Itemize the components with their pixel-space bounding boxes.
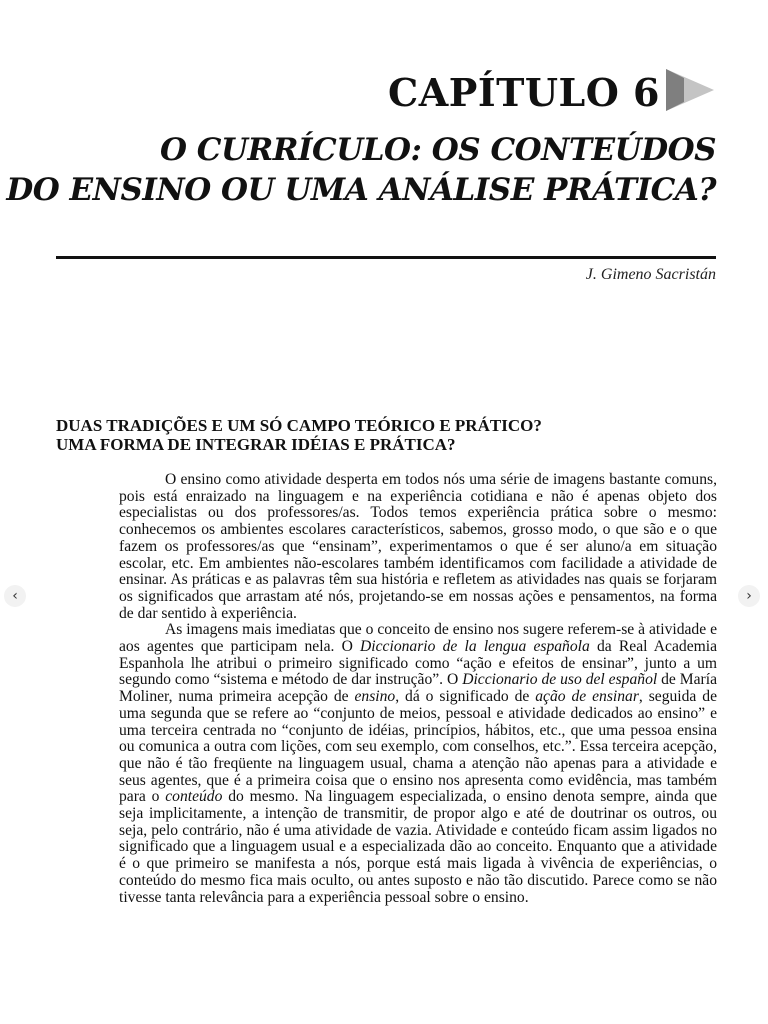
italic-text: Diccionario de uso del español: [462, 671, 658, 689]
paragraph: [119, 622, 717, 906]
text-run: As imagens mais imediatas que o conceito de ensino nos sugere referem-se à atividade e aos agentes que participam nela. O: [119, 621, 717, 656]
body-text: [119, 472, 717, 906]
section-heading-line-1: DUAS TRADIÇÕES E UM SÓ CAMPO TEÓRICO E PRÁTICO?: [56, 416, 542, 435]
author-name: J. Gimeno Sacristán: [585, 266, 716, 283]
italic-text: ensino: [354, 688, 396, 706]
italic-text: Diccionario de la lengua española: [360, 638, 590, 656]
triangle-arrow-icon: [664, 67, 716, 113]
next-page-button[interactable]: ›: [738, 585, 760, 607]
italic-text: ação de ensinar: [535, 688, 639, 706]
chapter-title-line-2: DO ENSINO OU UMA ANÁLISE PRÁTICA?: [6, 172, 716, 208]
section-heading-line-2: UMA FORMA DE INTEGRAR IDÉIAS E PRÁTICA?: [56, 435, 456, 454]
text-run: , seguida de uma segunda que se refere ao “conjunto de meios, pessoal e atividade dedicados ao ensino” e uma terceira centrada no “conjunto de idéias, princípios, hábitos, etc., que uma pessoa ensina ou comunica a outra com lições, com seu exemplo, com conselhos, etc.”. Essa terceira acepção, que não é tão freqüente na linguagem usual, chama a atenção não apenas para a atividade e seus agentes, que é a primeira coisa que o ensino nos apresenta como evidência, mas também para o: [119, 688, 717, 806]
paragraph: [119, 472, 717, 622]
section-heading: [56, 416, 716, 454]
chapter-title-line-1: O CURRÍCULO: OS CONTEÚDOS: [160, 132, 716, 168]
text-run: O ensino como atividade desperta em todos nós uma série de imagens bastante comuns, pois está enraizado na linguagem e na experiência cotidiana e não é apenas objeto dos especialistas ou dos professores/as. Todos temos experiência prática sobre o mesmo: conhecemos os ambientes escolares característicos, sabemos, grosso modo, o que são e o que fazem os professores/as que “ensinam”, experimentamos o que é ser aluno/a em situação escolar, etc. Em ambientes não-escolares também identificamos com facilidade a atividade de ensinar. As práticas e as palavras têm sua história e refletem as atividades nas quais se forjaram os significados que arrastam até nós, projetando-se em nossas ações e pensamentos, na forma de dar sentido à experiência.: [119, 471, 717, 622]
title-divider: [56, 256, 716, 259]
text-run: , dá o significado de: [395, 688, 536, 706]
previous-page-button[interactable]: ‹: [4, 585, 26, 607]
italic-text: conteúdo: [165, 788, 223, 806]
text-run: do mesmo. Na linguagem especializada, o ensino denota sempre, ainda que seja implicitamente, a intenção de transmitir, de propor algo e até de doutrinar os outros, ou seja, pelo contrário, não é uma atividade de vazia. Atividade e conteúdo ficam assim ligados no significado que a linguagem usual e a especializada dão ao conceito. Enquanto que a atividade é o que primeiro se manifesta a nós, porque está mais ligada à vivência de experiências, o conteúdo do mesmo fica mais oculto, ou antes suposto e não tão discutido. Parece como se não tivesse tanta relevância para a experiência pessoal sobre o ensino.: [119, 788, 717, 906]
text-run: de María Moliner, numa primeira acepção de: [119, 671, 718, 706]
text-run: da Real Academia Espanhola lhe atribui o primeiro significado como “ação e efeitos de ensinar”, junto a um segundo como “sistema e método de dar instrução”. O: [119, 638, 718, 689]
chapter-number: CAPÍTULO 6: [388, 70, 660, 115]
